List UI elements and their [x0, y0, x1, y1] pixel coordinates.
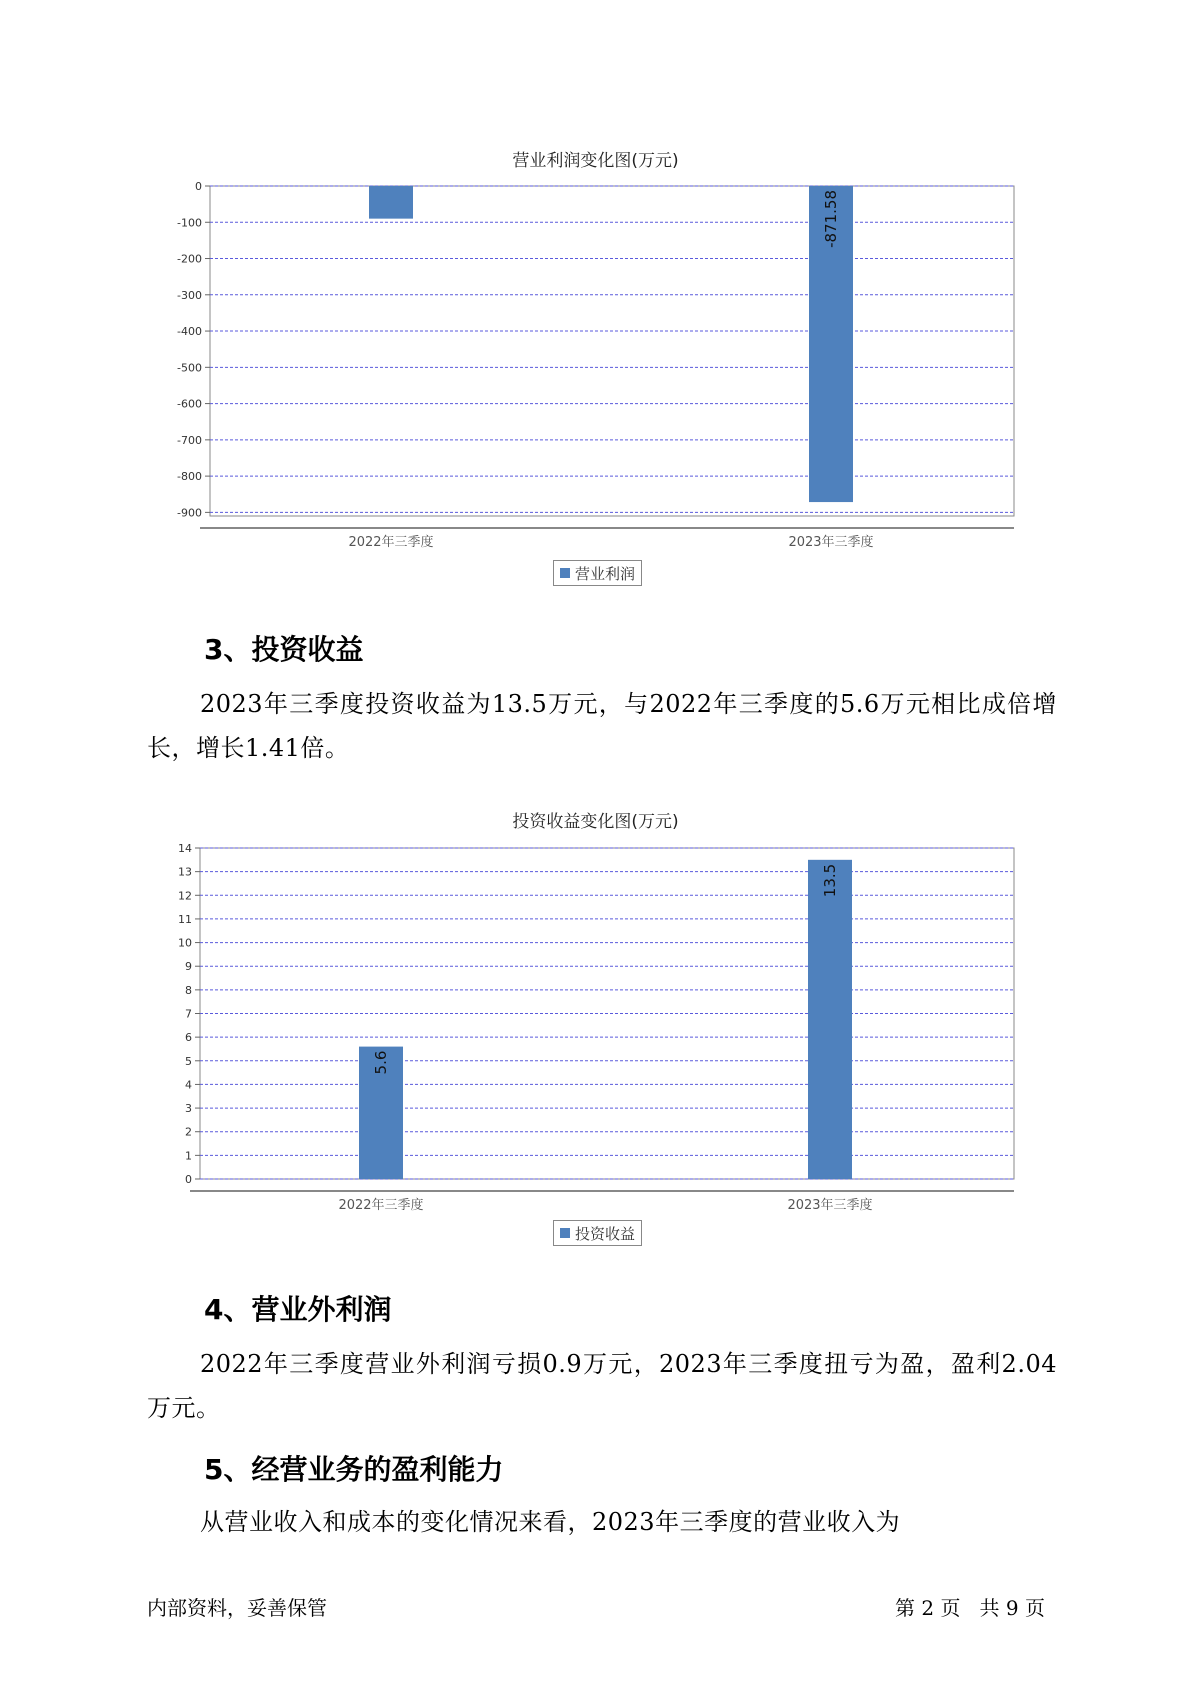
chart1-ytick-label: -100: [177, 216, 202, 230]
footer-page-number: 第 2 页 共 9 页: [895, 1596, 1045, 1620]
paragraph-business-profitability: 从营业收入和成本的变化情况来看，2023年三季度的营业收入为: [200, 1508, 901, 1536]
chart1-title: 营业利润变化图(万元): [512, 151, 679, 171]
chart2-ytick-label: 10: [178, 936, 192, 950]
chart1-ytick-label: -200: [177, 252, 202, 266]
chart1-ytick-label: -700: [177, 433, 202, 447]
chart1-ytick-label: -500: [177, 361, 202, 375]
chart2-ytick-label: 8: [185, 983, 192, 997]
chart2-value-label: 13.5: [821, 863, 839, 898]
chart2-title: 投资收益变化图(万元): [512, 812, 679, 832]
chart2-ytick-label: 11: [178, 912, 192, 926]
chart1-ytick-label: 0: [195, 180, 202, 193]
chart1-ytick-label: -400: [177, 325, 202, 339]
chart2-ytick-label: 12: [178, 889, 192, 903]
chart2-ytick-label: 3: [185, 1102, 192, 1116]
chart2-ytick-label: 9: [185, 960, 192, 974]
chart2-ytick-label: 14: [178, 842, 192, 855]
chart2-category-label: 2022年三季度: [338, 1198, 424, 1213]
chart1-ytick-label: -300: [177, 288, 202, 302]
chart1-category-label: 2023年三季度: [788, 535, 874, 550]
chart1-category-label: 2022年三季度: [348, 535, 434, 550]
chart2-ytick-label: 2: [185, 1125, 192, 1139]
footer-confidential-note: 内部资料，妥善保管: [147, 1596, 327, 1620]
chart1-ytick-label: -900: [177, 506, 202, 520]
chart2-ytick-label: 0: [185, 1173, 192, 1186]
chart1-legend-label: 营业利润: [575, 564, 636, 583]
chart2-ytick-label: 1: [185, 1149, 192, 1163]
chart2-ytick-label: 7: [185, 1007, 192, 1021]
chart2-ytick-label: 6: [185, 1031, 192, 1045]
heading-business-profitability: 5、经营业务的盈利能力: [204, 1453, 504, 1486]
chart2-legend: [553, 1220, 642, 1246]
chart2-legend-label: 投资收益: [575, 1224, 636, 1243]
chart1-ytick-label: -800: [177, 470, 202, 484]
chart2-value-label: 5.6: [372, 1050, 390, 1075]
chart2-ytick-label: 4: [185, 1078, 192, 1092]
paragraph-investment-income: 2023年三季度投资收益为13.5万元，与2022年三季度的5.6万元相比成倍增长，增长1.41倍。: [147, 690, 1057, 762]
heading-non-operating-profit: 4、营业外利润: [204, 1293, 392, 1326]
chart1-value-label: -871.58: [822, 190, 840, 248]
chart2-bar: [808, 860, 852, 1179]
chart2-ytick-label: 13: [178, 865, 192, 879]
chart2-category-label: 2023年三季度: [787, 1198, 873, 1213]
paragraph-non-operating-profit: 2022年三季度营业外利润亏损0.9万元，2023年三季度扭亏为盈，盈利2.04万元。: [147, 1350, 1057, 1422]
heading-investment-income: 3、投资收益: [204, 633, 364, 666]
chart2-ytick-label: 5: [185, 1054, 192, 1068]
chart1-ytick-label: -600: [177, 397, 202, 411]
legend-swatch: [560, 1228, 570, 1238]
